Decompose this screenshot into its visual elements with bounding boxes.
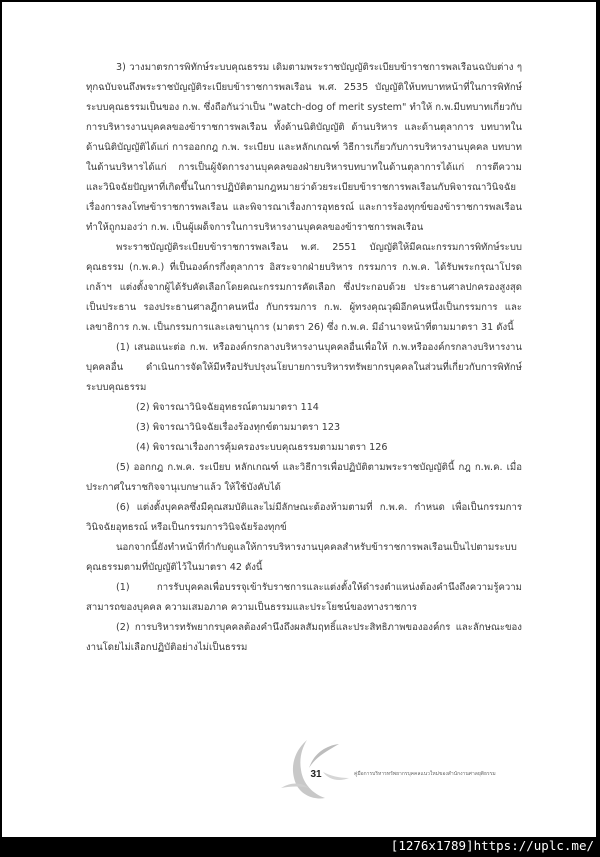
paragraph-merit-protection: 3) วางมาตรการพิทักษ์ระบบคุณธรรม เดิมตามพระราชบัญญัติระเบียบข้าราชการพลเรือนฉบับต่าง ๆ ทุกฉบับจนถึงพระราชบัญญัติระเบียบข้าราชการพลเรือน พ.ศ. 2535 บัญญัติให้บทบาทหน้าที่ในการพิทักษ์ระบบคุณธรรมเป็นของ ก.พ. ซึ่งถือกันว่าเป็น "watch-dog of merit system" ทำให้ ก.พ.มีบทบาทเกี่ยวกับการบริหารงานบุคคลของข้าราชการพลเรือน ทั้งด้านนิติบัญญัติ ด้านบริหาร และด้านตุลาการ บทบาทในด้านนิติบัญญัติได้แก่ การออกกฎ ก.พ. ระเบียบ และหลักเกณฑ์ วิธีการเกี่ยวกับการบริหารงานบุคคล บทบาทในด้านบริหารได้แก่ การเป็นผู้จัดการงานบุคคลของฝ่ายบริหารบทบาทในด้านตุลาการได้แก่ การตีความ และวินิจฉัยปัญหาที่เกิดขึ้นในการปฏิบัติตามกฎหมายว่าด้วยระเบียบข้าราชการพลเรือนกับพิจารณาวินิจฉัยเรื่องการลงโทษข้าราชการพลเรือน และพิจารณาเรื่องการอุทธรณ์ และการร้องทุกข์ของข้าราชการพลเรือน ทำให้ถูกมองว่า ก.พ. เป็นผู้เผด็จการในการบริหารงานบุคคลของข้าราชการพลเรือน xyxy=(86,62,522,233)
list-item-duty-1: (1) เสนอแนะต่อ ก.พ. หรือองค์กรกลางบริหารงานบุคคลอื่นเพื่อให้ ก.พ.หรือองค์กรกลางบริหารงานบุคคลอื่น ดำเนินการจัดให้มีหรือปรับปรุงนโยบายการบริหารทรัพยากรบุคคลในส่วนที่เกี่ยวกับการพิทักษ์ระบบคุณธรรม xyxy=(86,342,522,393)
document-body xyxy=(86,58,522,658)
list-item-duty-5: (5) ออกกฎ ก.พ.ค. ระเบียบ หลักเกณฑ์ และวิธีการเพื่อปฏิบัติตามพระราชบัญญัตินี้ กฎ ก.พ.ค. เมื่อประกาศในราชกิจจานุเบกษาแล้ว ให้ใช้บังคับได้ xyxy=(86,462,522,493)
paragraph-section-42: นอกจากนี้ยังทำหน้าที่กำกับดูแลให้การบริหารงานบุคคลสำหรับข้าราชการพลเรือนเป็นไปตามระบบคุณธรรมตามที่บัญญัติไว้ในมาตรา 42 ดังนี้ xyxy=(86,542,517,573)
paragraph-act-2551: พระราชบัญญัติระเบียบข้าราชการพลเรือน พ.ศ. 2551 บัญญัติให้มีคณะกรรมการพิทักษ์ระบบคุณธรรม (ก.พ.ค.) ที่เป็นองค์กรกึ่งตุลาการ อิสระจากฝ่ายบริหาร กรรมการ ก.พ.ค. ได้รับพระกรุณาโปรดเกล้าฯ แต่งตั้งจากผู้ได้รับคัดเลือกโดยคณะกรรมการคัดเลือก ซึ่งประกอบด้วย ประธานศาลปกครองสูงสุดเป็นประธาน รองประธานศาลฎีกาคนหนึ่ง กับกรรมการ ก.พ. ผู้ทรงคุณวุฒิอีกคนหนึ่งเป็นกรรมการ และเลขาธิการ ก.พ. เป็นกรรมการและเลขานุการ (มาตรา 26) ซึ่ง ก.พ.ค. มีอำนาจหน้าที่ตามมาตรา 31 ดังนี้ xyxy=(86,242,522,333)
page-number: 31 xyxy=(310,769,322,780)
document-page xyxy=(2,2,596,837)
list-item-principle-1: (1) การรับบุคคลเพื่อบรรจุเข้ารับราชการและแต่งตั้งให้ดำรงตำแหน่งต้องคำนึงถึงความรู้ความสามารถของบุคคล ความเสมอภาค ความเป็นธรรมและประโยชน์ของทางราชการ xyxy=(86,582,522,613)
image-caption-bar xyxy=(0,837,600,857)
list-item-duty-4: (4) พิจารณาเรื่องการคุ้มครองระบบคุณธรรมตามมาตรา 126 xyxy=(136,442,388,453)
list-item-duty-6: (6) แต่งตั้งบุคคลซึ่งมีคุณสมบัติและไม่มีลักษณะต้องห้ามตามที่ ก.พ.ค. กำหนด เพื่อเป็นกรรมการวินิจฉัยอุทธรณ์ หรือเป็นกรรมการวินิจฉัยร้องทุกข์ xyxy=(86,502,522,533)
image-size-caption: [1276x1789]https://uplc.me/ xyxy=(390,838,594,853)
footer-title: คู่มือการบริหารทรัพยากรบุคคลแนวใหม่ของสำนักงานศาลยุติธรรม xyxy=(354,771,496,777)
list-item-duty-3: (3) พิจารณาวินิจฉัยเรื่องร้องทุกข์ตามมาตรา 123 xyxy=(136,422,341,433)
list-item-principle-2: (2) การบริหารทรัพยากรบุคคลต้องคำนึงถึงผลสัมฤทธิ์และประสิทธิภาพขององค์กร และลักษณะของงานโดยไม่เลือกปฏิบัติอย่างไม่เป็นธรรม xyxy=(86,622,522,653)
list-item-duty-2: (2) พิจารณาวินิจฉัยอุทธรณ์ตามมาตรา 114 xyxy=(136,402,319,413)
